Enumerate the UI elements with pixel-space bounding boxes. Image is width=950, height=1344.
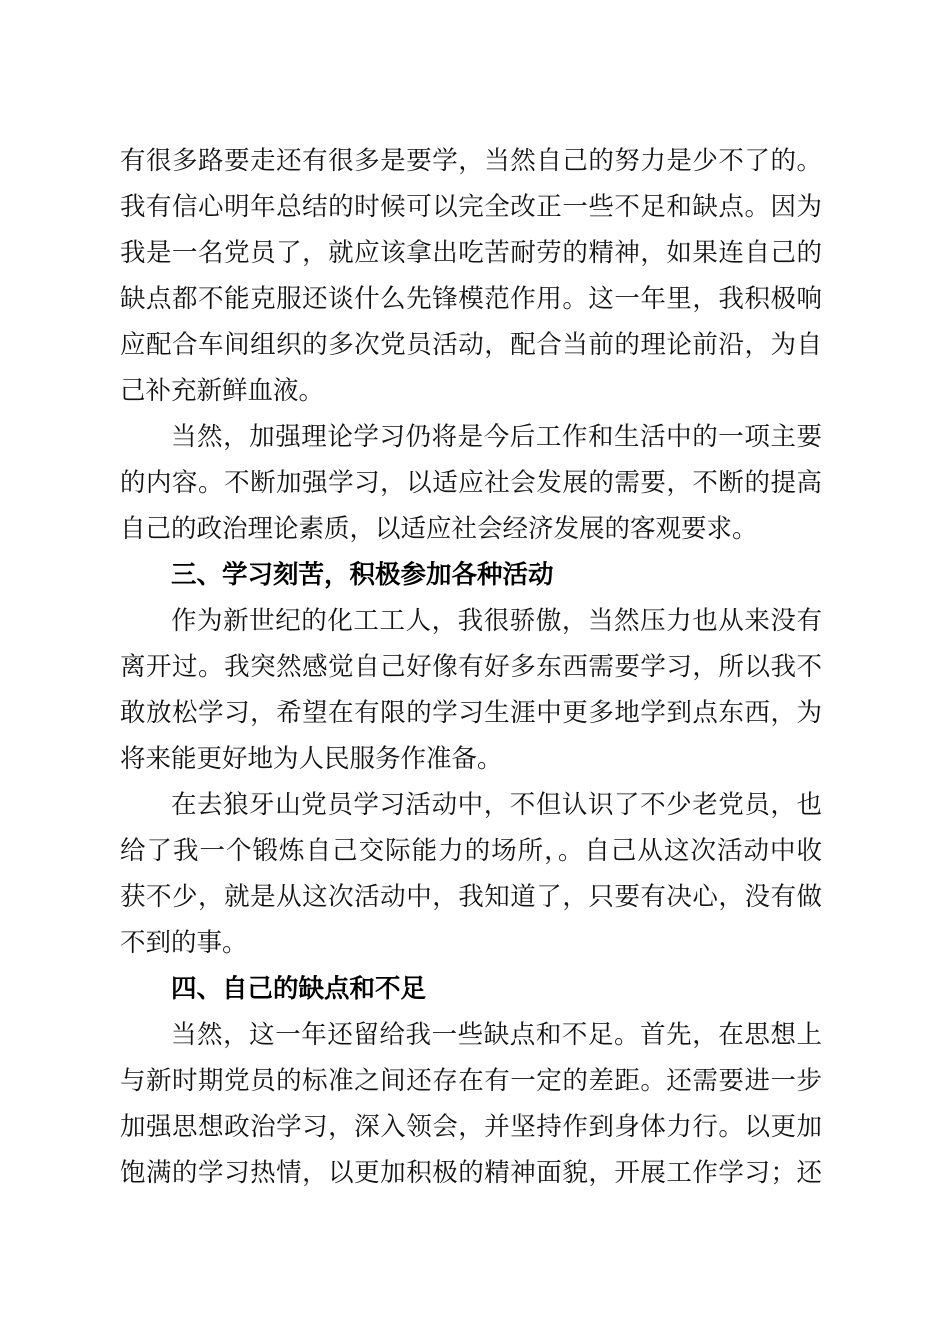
- text-line: 与新时期党员的标准之间还存在有一定的差距。还需要进一步: [120, 1066, 822, 1096]
- text-line: 敢放松学习，希望在有限的学习生涯中更多地学到点东西，为: [120, 698, 822, 728]
- text-line: 获不少，就是从这次活动中，我知道了，只要有决心，没有做: [120, 882, 822, 912]
- text-line: 在去狼牙山党员学习活动中，不但认识了不少老党员，也: [171, 790, 822, 820]
- text-line: 加强思想政治学习，深入领会，并坚持作到身体力行。以更加: [120, 1112, 822, 1142]
- text-line: 有很多路要走还有很多是要学，当然自己的努力是少不了的。: [120, 146, 822, 176]
- text-line: 自己的政治理论素质，以适应社会经济发展的客观要求。: [120, 514, 758, 544]
- text-line: 当然，加强理论学习仍将是今后工作和生活中的一项主要: [171, 422, 822, 452]
- text-line: 不到的事。: [120, 928, 248, 958]
- paragraph: [120, 138, 822, 414]
- document-body: [120, 138, 822, 1196]
- text-line: 我有信心明年总结的时候可以完全改正一些不足和缺点。因为: [120, 192, 822, 222]
- paragraph: [120, 414, 822, 552]
- text-line: 的内容。不断加强学习，以适应社会发展的需要，不断的提高: [120, 468, 822, 498]
- text-line: 我是一名党员了，就应该拿出吃苦耐劳的精神，如果连自己的: [120, 238, 822, 268]
- text-line: 缺点都不能克服还谈什么先锋模范作用。这一年里，我积极响: [120, 284, 822, 314]
- text-line: 饱满的学习热情，以更加积极的精神面貌，开展工作学习；还: [120, 1158, 822, 1188]
- text-line: 将来能更好地为人民服务作准备。: [120, 744, 503, 774]
- text-line: 给了我一个锻炼自己交际能力的场所，。自己从这次活动中收: [120, 836, 822, 866]
- paragraph: [120, 782, 822, 966]
- paragraph: [120, 598, 822, 782]
- text-line: 离开过。我突然感觉自己好像有好多东西需要学习，所以我不: [120, 652, 822, 682]
- section-heading: 四、自己的缺点和不足: [171, 974, 427, 1004]
- section-heading: 三、学习刻苦，积极参加各种活动: [171, 560, 554, 590]
- text-line: 应配合车间组织的多次党员活动，配合当前的理论前沿，为自: [120, 330, 822, 360]
- text-line: 作为新世纪的化工工人，我很骄傲，当然压力也从来没有: [171, 606, 822, 636]
- paragraph: [120, 1012, 822, 1196]
- text-line: 当然，这一年还留给我一些缺点和不足。首先，在思想上: [171, 1020, 822, 1050]
- text-line: 己补充新鲜血液。: [120, 376, 325, 406]
